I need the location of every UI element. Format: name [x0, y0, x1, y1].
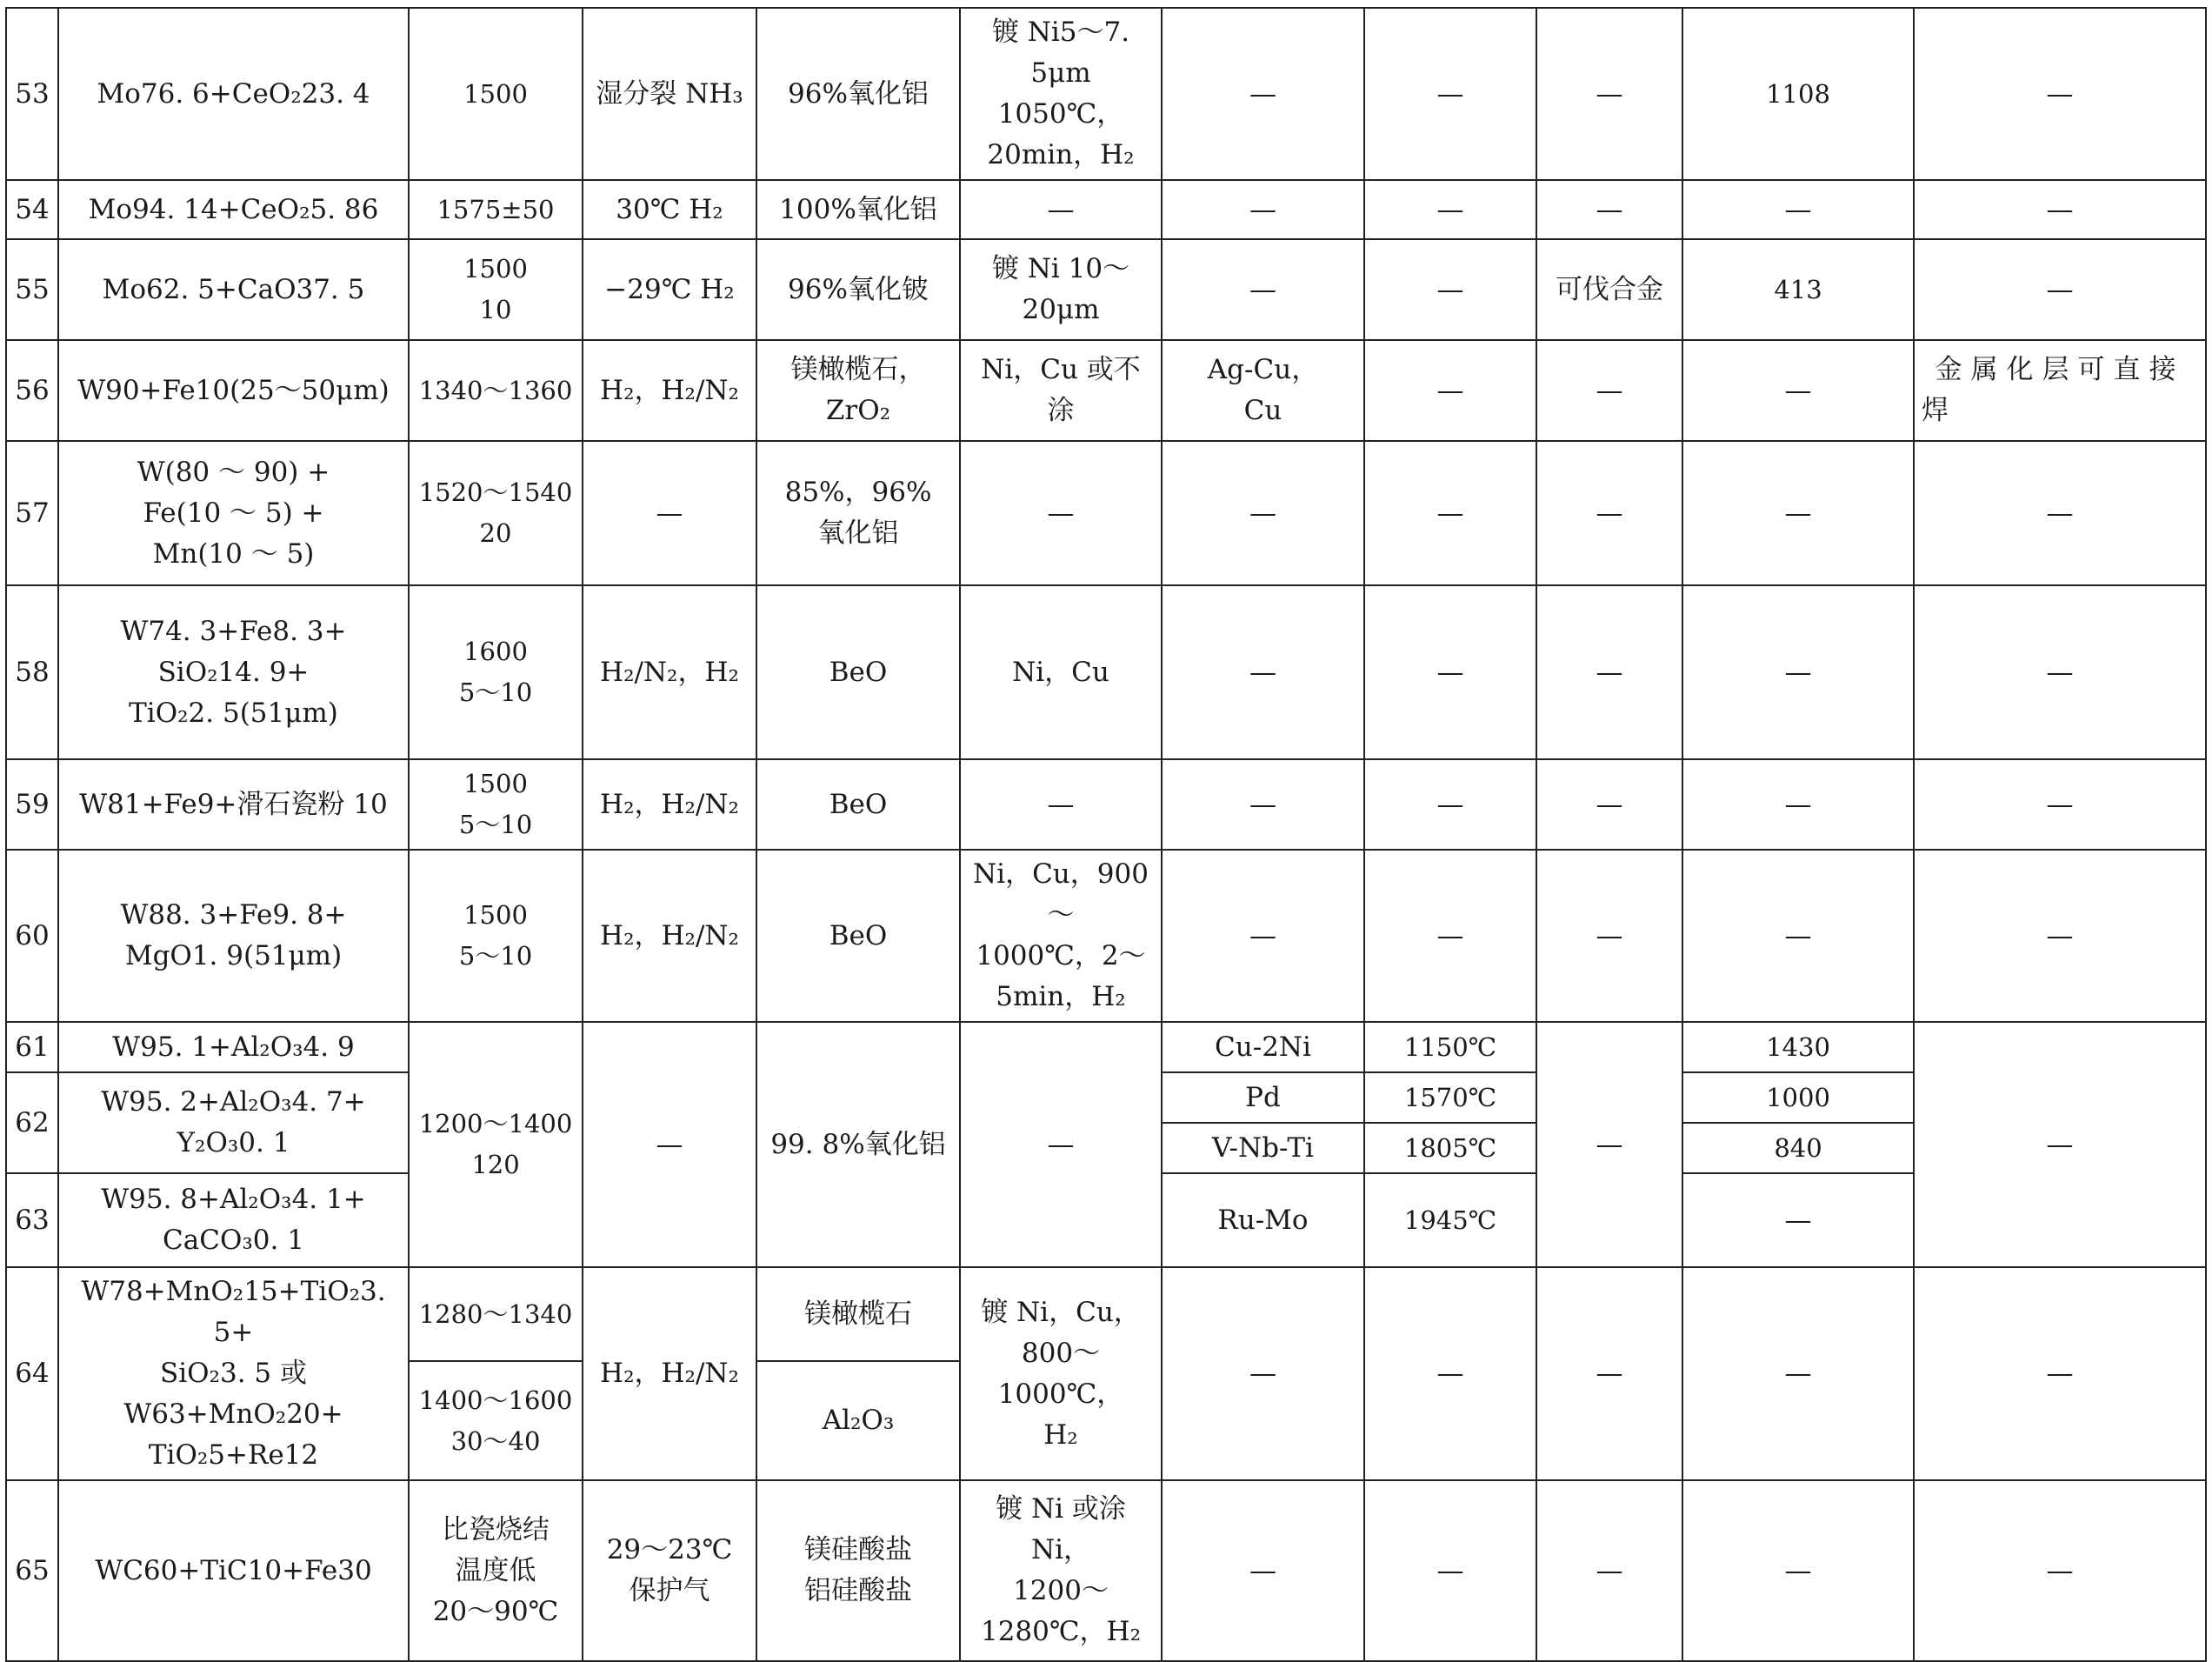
plating-cell — [960, 1267, 1162, 1480]
ceramic-cell — [756, 340, 960, 441]
solder-cell: — — [1162, 1480, 1364, 1661]
strength-cell: — — [1682, 1267, 1914, 1480]
solder-cell: — — [1162, 850, 1364, 1022]
time-line: 10 — [479, 295, 512, 324]
table-row — [6, 441, 2206, 585]
plating-line: 800～1000℃， — [997, 1337, 1124, 1410]
strength-cell: — — [1682, 441, 1914, 585]
temperature-cell — [409, 1361, 583, 1480]
table-row — [6, 340, 2206, 441]
table-row — [6, 180, 2206, 239]
temperature-cell — [409, 759, 583, 850]
composition-line: TiO₂5+Re12 — [148, 1439, 319, 1471]
temperature-line: 1200～1400 — [418, 1109, 573, 1138]
strength-cell: 1108 — [1682, 8, 1914, 180]
remarks-cell: — — [1914, 1267, 2206, 1480]
plating-cell: — — [960, 441, 1162, 585]
composition-line: W(80 ～ 90) + — [137, 456, 330, 488]
time-line: 5～10 — [458, 941, 533, 971]
strength-cell: — — [1682, 340, 1914, 441]
plating-cell: Ni，Cu 或不涂 — [960, 340, 1162, 441]
row-number: 62 — [6, 1072, 58, 1173]
composition-cell: W81+Fe9+滑石瓷粉 10 — [58, 759, 409, 850]
solder-cell: Pd — [1162, 1072, 1364, 1123]
composition-cell: Mo62. 5+CaO37. 5 — [58, 239, 409, 340]
plating-line: 镀 Ni5～7. 5μm — [991, 17, 1130, 89]
strength-cell: — — [1682, 180, 1914, 239]
remarks-cell: — — [1914, 239, 2206, 340]
strength-cell: — — [1682, 759, 1914, 850]
atmosphere-cell — [583, 1480, 756, 1661]
temperature-cell: 1280～1340 — [409, 1267, 583, 1361]
solder-cell: — — [1162, 1267, 1364, 1480]
atmosphere-line: 保护气 — [629, 1575, 710, 1606]
atmosphere-cell: H₂，H₂/N₂ — [583, 1267, 756, 1480]
strength-cell: — — [1682, 585, 1914, 759]
composition-line: Mo76. 6+CeO₂23. 4 — [97, 77, 370, 110]
solder-cell: — — [1162, 585, 1364, 759]
solder-line: Ag-Cu， — [1207, 354, 1319, 385]
composition-line: SiO₂14. 9+ — [157, 656, 310, 688]
ceramic-cell: BeO — [756, 850, 960, 1022]
solder-temp-cell: — — [1364, 340, 1536, 441]
composition-cell — [58, 1173, 409, 1267]
plating-line: 1050℃， — [997, 98, 1124, 130]
plating-cell: — — [960, 1022, 1162, 1267]
temperature-cell — [409, 850, 583, 1022]
plating-line: Ni，Cu，900～ — [973, 858, 1149, 931]
plating-cell: 镀 Ni 10～20μm — [960, 239, 1162, 340]
solder-temp-cell: — — [1364, 1267, 1536, 1480]
temperature-line: 比瓷烧结 — [442, 1513, 550, 1545]
ceramic-cell: 99. 8%氧化铝 — [756, 1022, 960, 1267]
composition-line: SiO₂3. 5 或 W63+MnO₂20+ — [123, 1358, 343, 1430]
sealing-cell: — — [1536, 1480, 1682, 1661]
row-number: 58 — [6, 585, 58, 759]
time-line: 20 — [479, 518, 512, 548]
plating-line: 20min，H₂ — [987, 139, 1135, 170]
table-row — [6, 1480, 2206, 1661]
atmosphere-cell: — — [583, 1022, 756, 1267]
solder-cell — [1162, 340, 1364, 441]
remarks-text: 金属化层可直 — [1935, 354, 2149, 385]
remarks-cell: — — [1914, 759, 2206, 850]
strength-cell: 1430 — [1682, 1022, 1914, 1072]
temperature-cell — [409, 8, 583, 180]
temperature-line: 1500 — [463, 769, 528, 798]
atmosphere-cell: 30℃ H₂ — [583, 180, 756, 239]
plating-cell — [960, 8, 1162, 180]
strength-cell: — — [1682, 1480, 1914, 1661]
solder-cell: — — [1162, 8, 1364, 180]
time-line: 30～40 — [450, 1425, 541, 1456]
ceramic-cell: 100%氧化铝 — [756, 180, 960, 239]
composition-line: Y₂O₃0. 1 — [177, 1127, 290, 1158]
ceramic-line: 镁硅酸盐 — [804, 1534, 912, 1565]
temperature-line: 温度低 — [455, 1554, 536, 1586]
sealing-cell: — — [1536, 8, 1682, 180]
metallization-table — [5, 7, 2207, 1662]
temperature-cell — [409, 441, 583, 585]
composition-cell — [58, 1267, 409, 1480]
composition-line: W95. 2+Al₂O₃4. 7+ — [101, 1086, 366, 1118]
solder-temp-cell: 1945℃ — [1364, 1173, 1536, 1267]
sealing-cell: — — [1536, 441, 1682, 585]
plating-cell: — — [960, 759, 1162, 850]
solder-cell: Ru-Mo — [1162, 1173, 1364, 1267]
temperature-line: 1500 — [463, 900, 528, 930]
sealing-cell: — — [1536, 340, 1682, 441]
temperature-cell — [409, 585, 583, 759]
composition-cell — [58, 850, 409, 1022]
composition-line: W74. 3+Fe8. 3+ — [120, 615, 347, 647]
row-number: 64 — [6, 1267, 58, 1480]
plating-cell — [960, 850, 1162, 1022]
row-number: 54 — [6, 180, 58, 239]
row-number: 59 — [6, 759, 58, 850]
ceramic-cell: Al₂O₃ — [756, 1361, 960, 1480]
remarks-cell: — — [1914, 1022, 2206, 1267]
table-row — [6, 1022, 2206, 1072]
ceramic-line: 96%氧化铝 — [788, 77, 929, 110]
ceramic-line: 铝硅酸盐 — [804, 1575, 912, 1606]
time-line: 5～10 — [458, 677, 533, 707]
atmosphere-cell: H₂，H₂/N₂ — [583, 340, 756, 441]
row-number: 57 — [6, 441, 58, 585]
temperature-cell — [409, 1480, 583, 1661]
strength-cell: 1000 — [1682, 1072, 1914, 1123]
sealing-cell: — — [1536, 759, 1682, 850]
solder-temp-cell: — — [1364, 850, 1536, 1022]
composition-cell — [58, 441, 409, 585]
solder-temp-cell: — — [1364, 441, 1536, 585]
composition-line: W88. 3+Fe9. 8+ — [120, 899, 347, 931]
solder-cell: Cu-2Ni — [1162, 1022, 1364, 1072]
ceramic-cell — [756, 441, 960, 585]
row-number: 63 — [6, 1173, 58, 1267]
ceramic-line: 85%，96% — [784, 477, 932, 508]
row-number: 56 — [6, 340, 58, 441]
solder-cell: V-Nb-Ti — [1162, 1123, 1364, 1173]
ceramic-line: 氧化铝 — [817, 517, 899, 549]
atmosphere-cell: H₂/N₂，H₂ — [583, 585, 756, 759]
strength-cell: 413 — [1682, 239, 1914, 340]
solder-temp-cell: 1150℃ — [1364, 1022, 1536, 1072]
solder-temp-cell: — — [1364, 180, 1536, 239]
remarks-cell: — — [1914, 180, 2206, 239]
strength-cell: — — [1682, 1173, 1914, 1267]
composition-line: Fe(10 ～ 5) + — [143, 497, 324, 529]
plating-line: 镀 Ni，Cu， — [981, 1296, 1141, 1328]
composition-cell — [58, 585, 409, 759]
temperature-line: 1500 — [463, 78, 528, 109]
solder-cell: — — [1162, 239, 1364, 340]
solder-temp-cell: — — [1364, 1480, 1536, 1661]
plating-cell: — — [960, 180, 1162, 239]
row-number: 60 — [6, 850, 58, 1022]
table-row — [6, 8, 2206, 180]
row-number: 55 — [6, 239, 58, 340]
table-row — [6, 585, 2206, 759]
temperature-line: 1600 — [463, 637, 528, 666]
sealing-cell: — — [1536, 1267, 1682, 1480]
atmosphere-line: 湿分裂 NH₃ — [596, 77, 743, 110]
solder-cell: — — [1162, 441, 1364, 585]
solder-cell: — — [1162, 759, 1364, 850]
plating-line: H₂ — [1043, 1418, 1078, 1451]
plating-line: 镀 Ni 或涂 Ni， — [996, 1493, 1126, 1565]
temperature-cell: 1340～1360 — [409, 340, 583, 441]
ceramic-cell: 镁橄榄石 — [756, 1267, 960, 1361]
temperature-cell — [409, 1022, 583, 1267]
remarks-cell: — — [1914, 8, 2206, 180]
temperature-line: 1500 — [463, 254, 528, 284]
atmosphere-line: 29～23℃ — [606, 1534, 733, 1565]
solder-temp-cell: — — [1364, 8, 1536, 180]
plating-line: 1200～ — [1013, 1575, 1109, 1606]
row-number: 53 — [6, 8, 58, 180]
strength-cell: — — [1682, 850, 1914, 1022]
ceramic-cell: BeO — [756, 759, 960, 850]
temperature-cell — [409, 239, 583, 340]
atmosphere-cell — [583, 8, 756, 180]
ceramic-line: 镁橄榄石， — [790, 354, 926, 385]
sealing-cell: — — [1536, 1022, 1682, 1267]
composition-cell: W90+Fe10(25～50μm) — [58, 340, 409, 441]
composition-cell: Mo94. 14+CeO₂5. 86 — [58, 180, 409, 239]
temperature-line: 1520～1540 — [418, 477, 573, 507]
ceramic-line: ZrO₂ — [825, 395, 891, 426]
atmosphere-cell: H₂，H₂/N₂ — [583, 759, 756, 850]
atmosphere-cell: — — [583, 441, 756, 585]
remarks-cell: — — [1914, 1480, 2206, 1661]
sealing-cell: — — [1536, 850, 1682, 1022]
composition-line: W78+MnO₂15+TiO₂3. 5+ — [81, 1276, 386, 1348]
composition-cell: W95. 1+Al₂O₃4. 9 — [58, 1022, 409, 1072]
sealing-cell: — — [1536, 585, 1682, 759]
solder-temp-cell: 1570℃ — [1364, 1072, 1536, 1123]
atmosphere-cell: −29℃ H₂ — [583, 239, 756, 340]
strength-cell: 840 — [1682, 1123, 1914, 1173]
time-line: 120 — [471, 1150, 520, 1179]
composition-line: MgO1. 9(51μm) — [124, 940, 343, 971]
composition-cell — [58, 8, 409, 180]
atmosphere-cell: H₂，H₂/N₂ — [583, 850, 756, 1022]
composition-line: TiO₂2. 5(51μm) — [129, 697, 338, 729]
temperature-line: 1400～1600 — [418, 1385, 573, 1415]
composition-line: Mn(10 ～ 5) — [152, 537, 315, 570]
composition-line: W95. 8+Al₂O₃4. 1+ — [101, 1184, 366, 1215]
row-number: 61 — [6, 1022, 58, 1072]
plating-cell — [960, 1480, 1162, 1661]
solder-line: Cu — [1243, 395, 1283, 426]
row-number: 65 — [6, 1480, 58, 1661]
ceramic-cell: BeO — [756, 585, 960, 759]
time-line: 5～10 — [458, 810, 533, 839]
ceramic-cell — [756, 8, 960, 180]
remarks-cell: — — [1914, 441, 2206, 585]
remarks-cell: — — [1914, 585, 2206, 759]
temperature-cell: 1575±50 — [409, 180, 583, 239]
plating-line: 5min，H₂ — [996, 981, 1126, 1012]
remarks-cell: — — [1914, 850, 2206, 1022]
solder-temp-cell: — — [1364, 239, 1536, 340]
table-row — [6, 759, 2206, 850]
plating-cell: Ni，Cu — [960, 585, 1162, 759]
table-row — [6, 1267, 2206, 1361]
composition-cell — [58, 1072, 409, 1173]
solder-cell: — — [1162, 180, 1364, 239]
composition-line: CaCO₃0. 1 — [163, 1225, 304, 1256]
solder-temp-cell: 1805℃ — [1364, 1123, 1536, 1173]
solder-temp-cell: — — [1364, 585, 1536, 759]
composition-cell: WC60+TiC10+Fe30 — [58, 1480, 409, 1661]
remarks-cell — [1914, 340, 2206, 441]
solder-temp-cell: — — [1364, 759, 1536, 850]
plating-line: 1000℃，2～ — [976, 940, 1146, 971]
temperature-line: 20～90℃ — [432, 1595, 559, 1627]
plating-line: 1280℃，H₂ — [980, 1616, 1142, 1647]
ceramic-cell: 96%氧化铍 — [756, 239, 960, 340]
ceramic-cell — [756, 1480, 960, 1661]
table-row — [6, 239, 2206, 340]
remarks-text: 接焊 — [1922, 354, 2185, 426]
sealing-cell: — — [1536, 180, 1682, 239]
table-row — [6, 850, 2206, 1022]
sealing-cell: 可伐合金 — [1536, 239, 1682, 340]
